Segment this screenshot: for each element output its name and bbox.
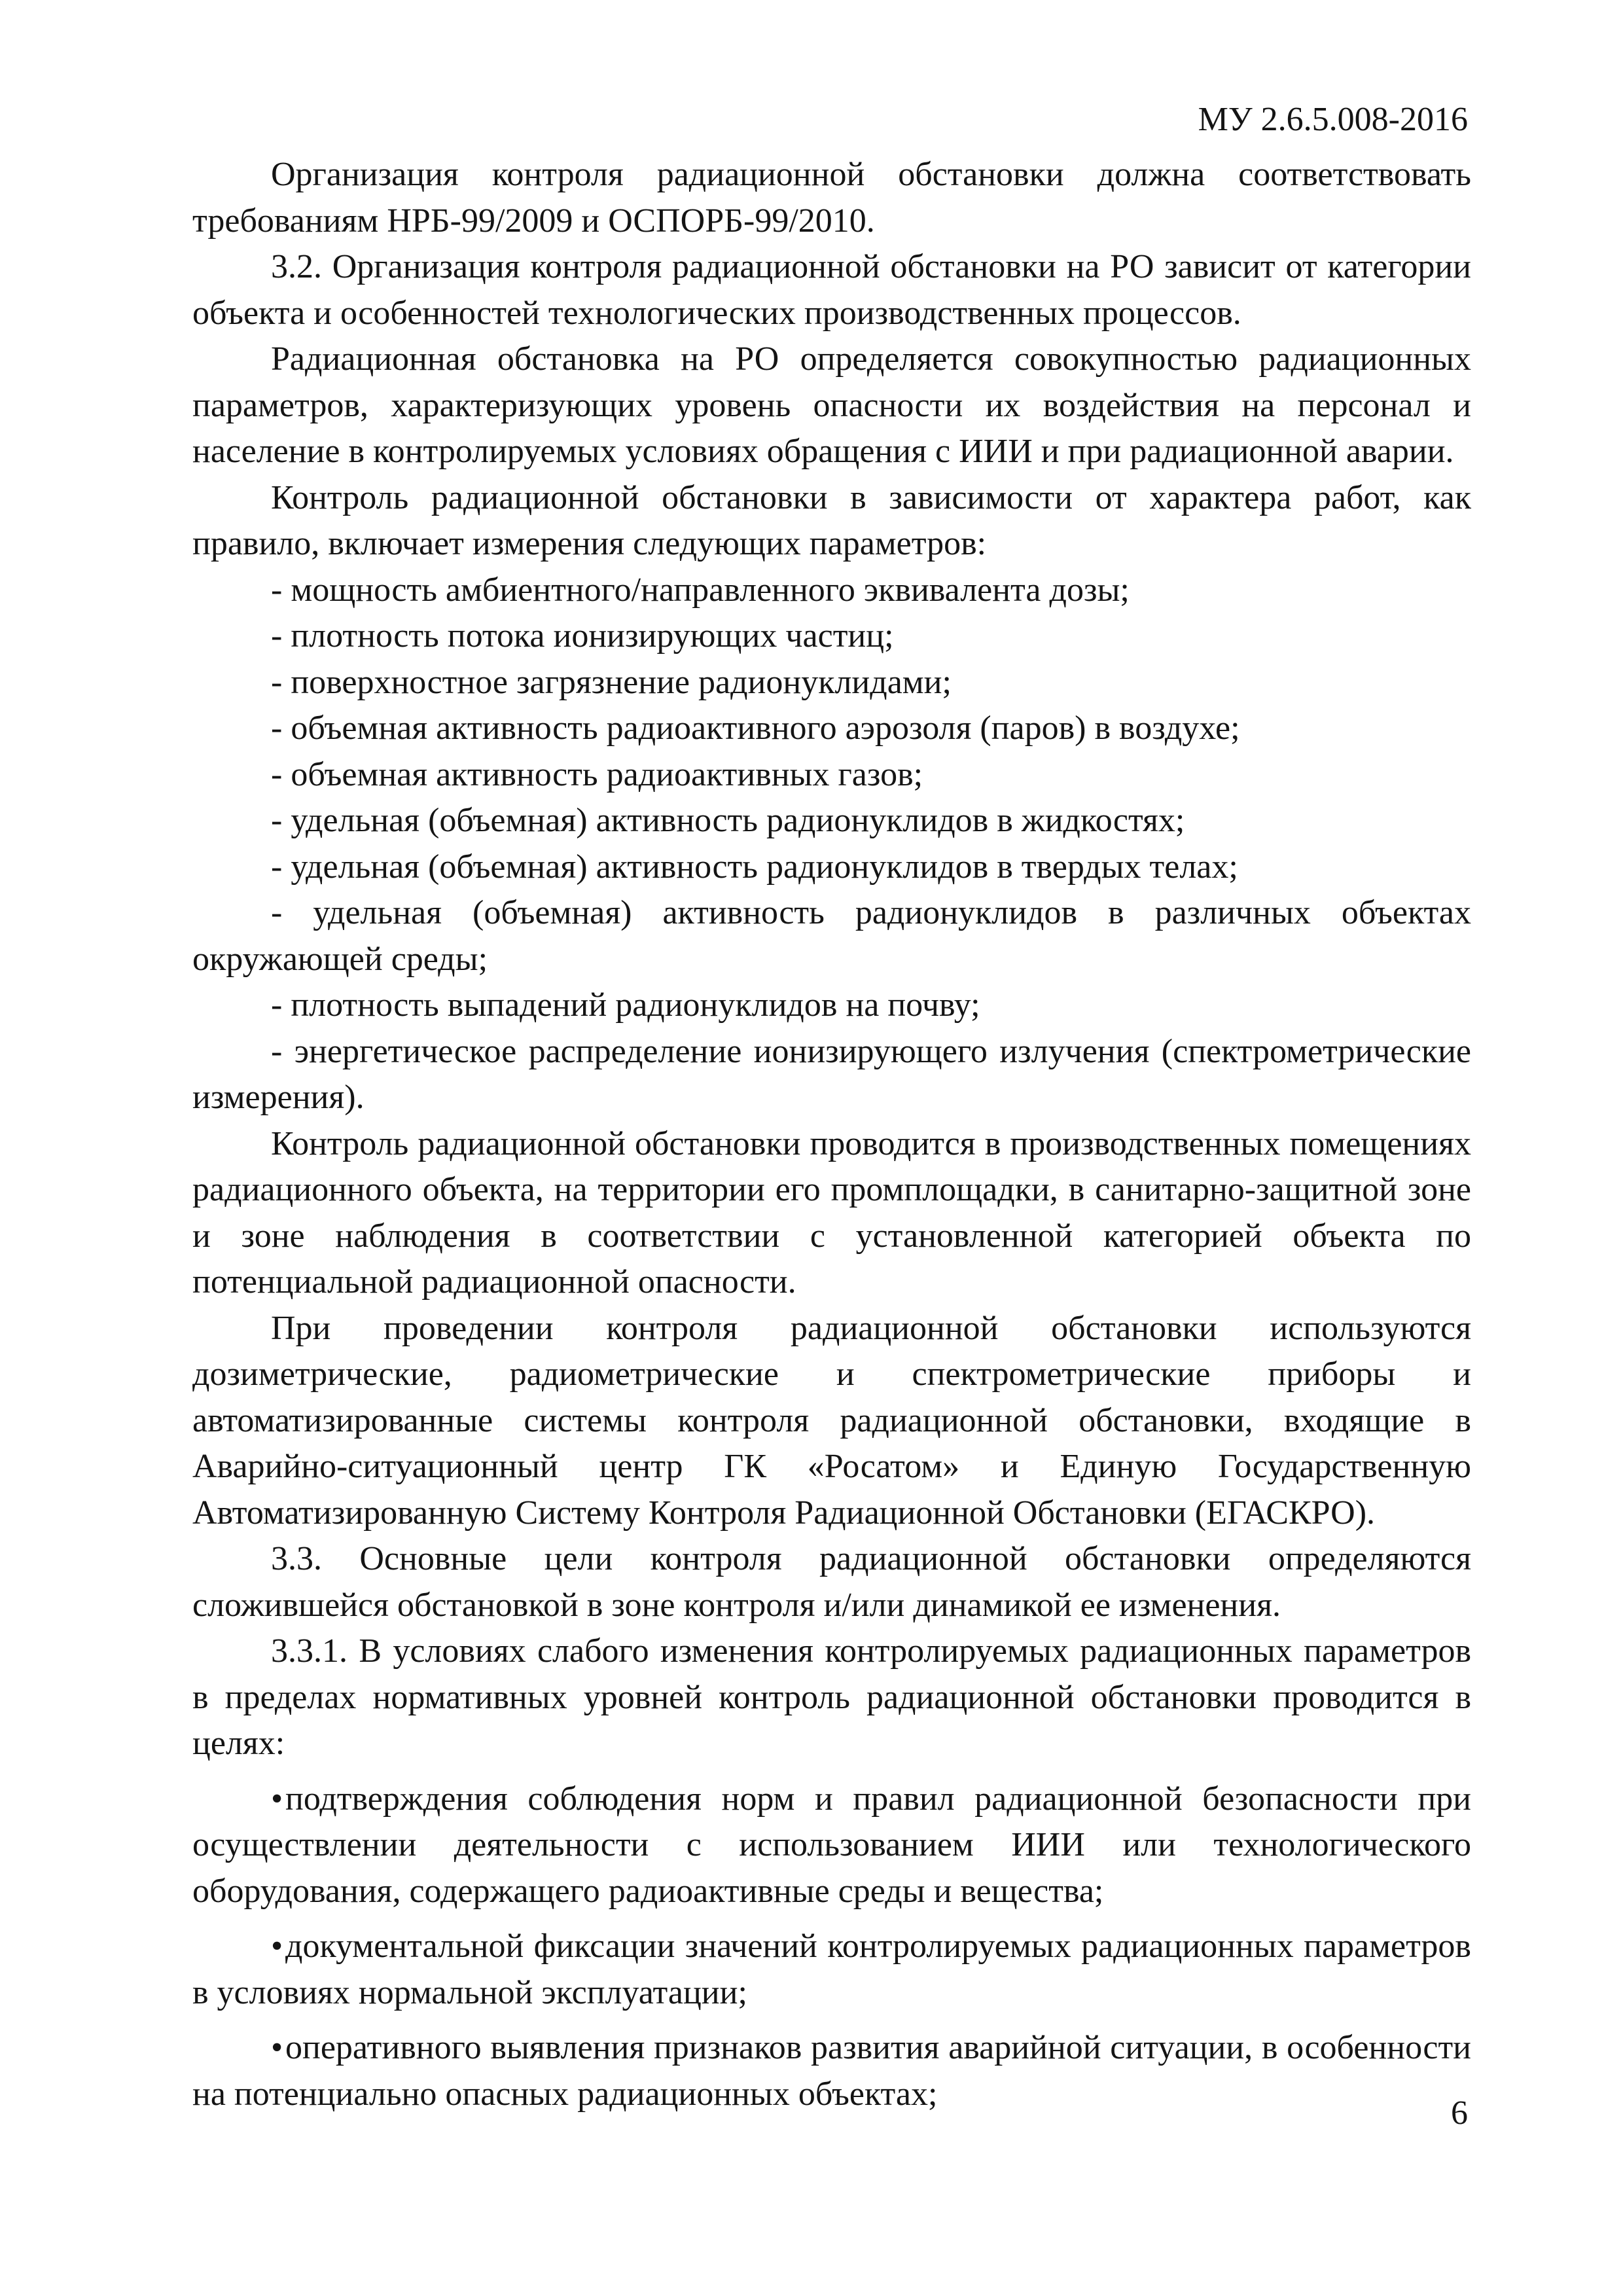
parameters-list bbox=[192, 567, 1471, 1121]
paragraph-control-parameters-intro: Контроль радиационной обстановки в зависимости от характера работ, как правило, включает измерения следующих параметров: bbox=[192, 478, 1471, 562]
page-number: 6 bbox=[1451, 2094, 1468, 2132]
bullet-text: подтверждения соблюдения норм и правил радиационной безопасности при осуществлении деятельности с использованием ИИИ или технологического оборудования, содержащего радиоактивные среды и вещества; bbox=[192, 1780, 1471, 1910]
list-item: - удельная (объемная) активность радионуклидов в твердых телах; bbox=[271, 848, 1238, 886]
paragraph-radiation-situation: Радиационная обстановка на РО определяется совокупностью радиационных параметров, характеризующих уровень опасности их воздействия на персонал и население в контролируемых условиях обращения с ИИИ и при радиационной аварии. bbox=[192, 340, 1471, 470]
bullet-item bbox=[192, 2025, 1471, 2117]
paragraph-3-3-1: 3.3.1. В условиях слабого изменения контролируемых радиационных параметров в пределах нормативных уровней контроль радиационной обстановки проводится в целях: bbox=[192, 1632, 1471, 1762]
list-item: - энергетическое распределение ионизирующего излучения (спектрометрические измерения). bbox=[192, 1032, 1471, 1116]
list-item: - поверхностное загрязнение радионуклидами; bbox=[271, 663, 952, 701]
bullet-text: оперативного выявления признаков развития аварийной ситуации, в особенности на потенциально опасных радиационных объектах; bbox=[192, 2029, 1471, 2113]
document-code: МУ 2.6.5.008-2016 bbox=[1198, 101, 1468, 138]
paragraph-3-2: 3.2. Организация контроля радиационной обстановки на РО зависит от категории объекта и особенностей технологических производственных процессов. bbox=[192, 248, 1471, 332]
paragraph-organization-requirements: Организация контроля радиационной обстановки должна соответствовать требованиям НРБ-99/2009 и ОСПОРБ-99/2010. bbox=[192, 156, 1471, 240]
goals-bullet-list bbox=[192, 1776, 1471, 2118]
bullet-text: документальной фиксации значений контролируемых радиационных параметров в условиях нормальной эксплуатации; bbox=[192, 1928, 1471, 2011]
list-item: - объемная активность радиоактивного аэрозоля (паров) в воздухе; bbox=[271, 709, 1240, 747]
bullet-icon: • bbox=[271, 1928, 283, 1965]
paragraph-instruments: При проведении контроля радиационной обстановки используются дозиметрические, радиометрические и спектрометрические приборы и автоматизированные системы контроля радиационной обстановки, входящие в Аварийно-ситуационный центр ГК «Росатом» и Единую Государственную Автоматизированную Систему Контроля Радиационной Обстановки (ЕГАСКРО). bbox=[192, 1309, 1471, 1532]
bullet-icon: • bbox=[271, 1780, 283, 1818]
list-item: - удельная (объемная) активность радионуклидов в различных объектах окружающей среды; bbox=[192, 894, 1471, 978]
bullet-item bbox=[192, 1924, 1471, 2016]
list-item: - объемная активность радиоактивных газов; bbox=[271, 755, 923, 793]
paragraph-3-3: 3.3. Основные цели контроля радиационной обстановки определяются сложившейся обстановкой в зоне контроля и/или динамикой ее изменения. bbox=[192, 1540, 1471, 1624]
list-item: - плотность потока ионизирующих частиц; bbox=[271, 617, 894, 655]
paragraph-control-locations: Контроль радиационной обстановки проводится в производственных помещениях радиационного объекта, на территории его промплощадки, в санитарно-защитной зоне и зоне наблюдения в соответствии с установленной категорией объекта по потенциальной радиационной опасности. bbox=[192, 1124, 1471, 1300]
bullet-item bbox=[192, 1776, 1471, 1915]
list-item: - мощность амбиентного/направленного эквивалента дозы; bbox=[271, 571, 1130, 609]
list-item: - удельная (объемная) активность радионуклидов в жидкостях; bbox=[271, 802, 1185, 839]
bullet-icon: • bbox=[271, 2029, 283, 2066]
list-item: - плотность выпадений радионуклидов на почву; bbox=[271, 986, 980, 1024]
document-body bbox=[192, 152, 1471, 2117]
